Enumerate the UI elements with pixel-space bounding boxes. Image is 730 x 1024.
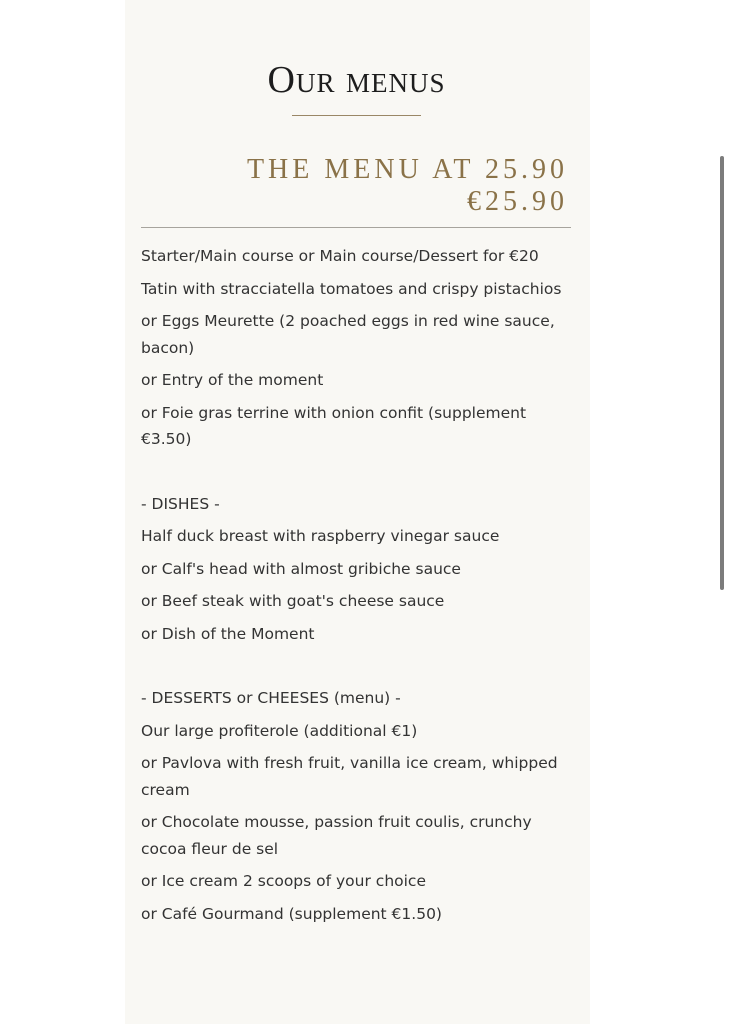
- dish-item: or Calf's head with almost gribiche sauce: [141, 559, 461, 578]
- starter-item: or Foie gras terrine with onion confit (supplement €3.50): [141, 403, 527, 448]
- dessert-item: or Ice cream 2 scoops of your choice: [141, 872, 426, 890]
- menu-heading: [247, 154, 568, 218]
- dish-item: or Beef steak with goat's cheese sauce: [141, 592, 445, 610]
- menu-body: [141, 243, 571, 933]
- menu-formula: Starter/Main course or Main course/Dessert for €20: [141, 247, 539, 265]
- scrollbar-thumb[interactable]: [720, 156, 724, 590]
- page-title: Our menus: [267, 59, 446, 101]
- menu-heading-price: €25.90: [467, 186, 568, 217]
- section-spacer: [141, 653, 571, 685]
- title-divider: [292, 115, 421, 116]
- starter-item: or Eggs Meurette (2 poached eggs in red wine sauce, bacon): [141, 312, 555, 357]
- menu-heading-name: THE MENU AT 25.90: [246, 154, 568, 185]
- dessert-item: or Café Gourmand (supplement €1.50): [141, 904, 442, 923]
- dessert-item: or Pavlova with fresh fruit, vanilla ice cream, whipped cream: [141, 754, 558, 799]
- dish-item: or Dish of the Moment: [141, 624, 315, 643]
- starter-item: or Entry of the moment: [141, 371, 324, 389]
- dessert-item: Our large profiterole (additional €1): [141, 721, 418, 740]
- starter-item: Tatin with stracciatella tomatoes and crispy pistachios: [141, 279, 562, 298]
- dish-item: Half duck breast with raspberry vinegar sauce: [141, 527, 500, 545]
- dishes-heading: - DISHES -: [141, 494, 220, 513]
- dessert-item: or Chocolate mousse, passion fruit coulis, crunchy cocoa fleur de sel: [141, 813, 532, 858]
- heading-divider: [141, 227, 571, 228]
- desserts-heading: - DESSERTS or CHEESES (menu) -: [141, 689, 401, 707]
- section-spacer: [141, 459, 571, 491]
